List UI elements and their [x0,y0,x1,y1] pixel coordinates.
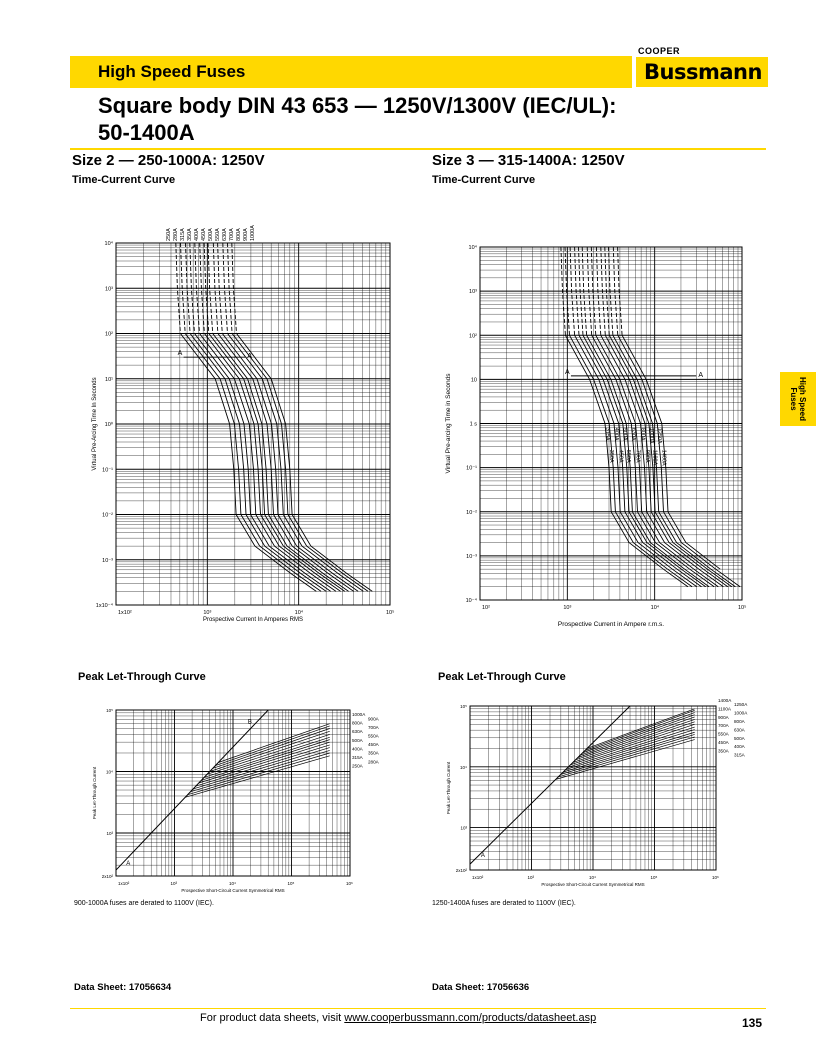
series-label-400A: 400A [734,744,745,750]
series-label-1000A: 1000A [352,712,366,717]
left-plt-label: Peak Let-Through Curve [78,671,206,683]
grid-lines [480,247,742,600]
series-label-1000A: 1000A [250,225,256,241]
chart-svg [432,195,772,640]
y-tick-label: 10² [469,333,477,340]
chart-svg [78,696,408,900]
series-label-280A: 280A [173,228,179,241]
y-tick-label: 10⁵ [106,708,113,713]
series-label-800A: 800A [734,719,745,724]
left-datasheet-number: Data Sheet: 17056634 [74,982,172,993]
x-tick-label: 10² [482,605,490,611]
series-label-700A: 700A [718,723,729,729]
section-banner [70,56,632,88]
series-label-550A: 550A [215,228,221,241]
series-label-500A: 500A [352,737,363,743]
x-tick-label: 10⁶ [712,875,719,880]
marker-a-label: A [564,368,570,376]
right-tc-label: Time-Current Curve [432,174,536,186]
series-label-315A: 315A [603,427,610,441]
series-label-250A: 250A [166,228,172,241]
series-label-900A: 900A [368,716,379,722]
series-label-450A: 450A [718,740,729,745]
page-title [98,92,718,146]
footer-text [200,1012,596,1024]
curve-group [185,724,330,798]
x-axis-label: Prospective Current in Ampere r.m.s. [557,621,665,628]
right-plt-label: Peak Let-Through Curve [438,671,566,683]
y-tick-label: 2x10² [455,868,467,873]
series-label-630A: 630A [222,228,228,241]
y-tick-label: 10³ [105,286,113,293]
chart-svg [78,195,408,630]
curve-630A [571,724,695,764]
x-axis-label: Prospective Short-Circuit Current Symmetrical RMS [541,882,645,887]
right-derating-note: 1250-1400A fuses are derated to 1100V (IEC). [432,900,576,907]
series-label-500A: 500A [208,228,214,241]
x-tick-label: 10⁴ [650,605,660,611]
marker-a-label: A [177,350,183,358]
marker-A-label: A [126,861,131,868]
left-tc-label: Time-Current Curve [72,174,176,186]
time-current-chart-size-3 [432,195,772,640]
series-label-630A: 630A [630,427,637,441]
x-axis-label: Prospective Short-Circuit Current Symmetrical RMS [181,888,285,893]
chart-svg [432,694,772,894]
x-tick-label: 10³ [527,875,535,880]
series-label-900A: 900A [718,714,729,720]
series-label-315A: 315A [734,752,745,758]
right-size-title: Size 3 — 315-1400A: 1250V [432,152,625,169]
series-label-1250A: 1250A [734,702,748,708]
series-label-550A: 550A [718,731,729,737]
x-tick-label: 10⁵ [287,881,295,886]
x-tick-label: 10⁴ [589,875,596,880]
peak-let-through-chart-size-2 [78,696,408,900]
series-label-315A: 315A [180,228,186,241]
peak-let-through-chart-size-3 [432,694,772,894]
series-label-500A: 500A [621,427,628,441]
side-tab-line-2: Fuses [789,387,798,411]
series-label-315A: 315A [352,755,363,760]
header-rule [70,148,766,150]
y-tick-label: 10⁴ [104,241,113,247]
x-tick-label: 10³ [170,881,178,886]
x-tick-label: 10⁴ [294,610,304,616]
series-label-550A: 550A [625,449,632,463]
series-label-350A: 350A [368,750,379,756]
x-tick-label: 10⁶ [346,881,353,886]
y-tick-label: 10⁵ [460,704,467,709]
logo-cooper-text: COOPER [638,46,681,56]
datasheet-link[interactable]: www.cooperbussmann.com/products/datasheet.asp [344,1012,597,1024]
series-label-700A: 700A [634,449,641,463]
marker-a-label-right: A [247,353,252,361]
series-label-400A: 400A [352,746,363,752]
marker-A-label: A [480,852,485,859]
series-label-400A: 400A [194,228,200,241]
series-label-450A: 450A [368,742,379,748]
series-label-500A: 500A [734,735,745,741]
y-tick-label: 10³ [106,831,113,837]
banner-title: High Speed Fuses [98,62,246,81]
y-tick-label: 1x10⁻⁴ [95,603,113,609]
series-label-1400A: 1400A [660,449,667,466]
left-size-title: Size 2 — 250-1000A: 1250V [72,152,265,169]
x-tick-label: 1x10² [472,875,484,880]
series-label-450A: 450A [201,228,207,241]
series-label-250A: 250A [352,763,363,769]
logo-box [636,57,768,87]
x-tick-label: 1x10² [118,881,130,886]
y-tick-label: 10⁴ [468,245,477,251]
x-axis-label: Prospective Current In Amperes RMS [202,617,304,623]
series-label-450A: 450A [617,449,624,463]
series-label-800A: 800A [639,427,646,441]
grid-lines [470,706,716,870]
series-label-1000A: 1000A [734,710,748,716]
page-title-line-1: Square body DIN 43 653 — 1250V/1300V (IEC/UL): [98,93,617,118]
x-tick-label: 10⁴ [229,881,236,886]
y-tick-label: 10⁴ [106,769,113,775]
y-tick-label: 2x10² [101,874,113,879]
bussmann-logo [636,46,770,90]
y-tick-label: 10² [105,331,113,338]
right-datasheet-number: Data Sheet: 17056636 [432,982,530,993]
series-label-800A: 800A [352,720,363,726]
side-tab[interactable] [780,372,816,426]
marker-a-label-right: A [698,371,704,379]
page-number: 135 [742,1016,763,1030]
time-current-chart-size-2 [78,195,408,630]
grid-lines [116,243,390,605]
series-label-350A: 350A [187,228,193,241]
series-label-900A: 900A [243,228,249,241]
x-tick-label: 10⁵ [650,875,658,880]
y-tick-label: 10⁻¹ [102,467,113,474]
series-label-630A: 630A [352,729,363,735]
y-tick-label: 10⁻² [102,512,113,519]
y-tick-label: 1 s [469,421,477,428]
y-tick-label: 10³ [460,825,467,831]
y-axis-label: Virtual Pre-arcing Time in Seconds [445,373,452,474]
y-axis-label: Virtual Pre-Arcing Time In Seconds [92,377,98,471]
series-label-280A: 280A [368,759,379,765]
y-tick-label: 10⁻³ [466,553,477,560]
x-tick-label: 10³ [563,605,572,611]
y-tick-label: 10 [470,377,477,384]
series-label-350A: 350A [608,449,615,463]
series-label-800A: 800A [236,228,242,241]
series-label-400A: 400A [612,427,619,441]
series-label-1250A: 1250A [656,427,663,444]
x-tick-label: 10³ [203,610,212,616]
footer-rule [70,1008,766,1009]
page-title-line-2: 50-1400A [98,120,195,145]
side-tab-text [775,374,807,424]
y-tick-label: 10⁻² [466,509,477,516]
y-tick-label: 10⁻¹ [466,465,477,472]
y-tick-label: 10⁰ [104,422,113,428]
x-tick-label: 1x10² [118,610,132,616]
y-tick-label: 10³ [469,289,477,296]
series-label-1000A: 1000A [647,427,654,444]
logo-brand-text: Bussmann [644,60,762,84]
y-tick-label: 10⁴ [460,764,467,770]
y-tick-label: 10⁻³ [102,557,113,564]
series-label-700A: 700A [229,228,235,241]
series-label-1100A: 1100A [718,706,731,712]
series-label-630A: 630A [734,727,745,733]
y-tick-label: 10¹ [105,376,113,383]
series-label-550A: 550A [368,733,379,739]
series-label-1400A: 1400A [718,698,732,703]
grid-lines [116,710,350,876]
series-label-1100A: 1100A [651,449,658,466]
series-label-350A: 350A [718,748,729,754]
y-axis-label: Peak Let-Through Current [446,761,451,815]
side-tab-line-1: High Speed [798,376,807,421]
footer-prefix: For product data sheets, visit [200,1012,345,1024]
left-derating-note: 900-1000A fuses are derated to 1100V (IEC). [74,900,214,907]
series-label-700A: 700A [368,724,379,730]
x-tick-label: 10⁵ [386,610,395,616]
curve-900A [215,726,329,766]
series-label-900A: 900A [643,449,650,463]
y-tick-label: 10⁻⁴ [465,598,477,604]
marker-B-label: B [247,719,252,726]
x-tick-label: 10⁵ [738,605,747,611]
y-axis-label: Peak Let-Through Current [92,766,97,820]
